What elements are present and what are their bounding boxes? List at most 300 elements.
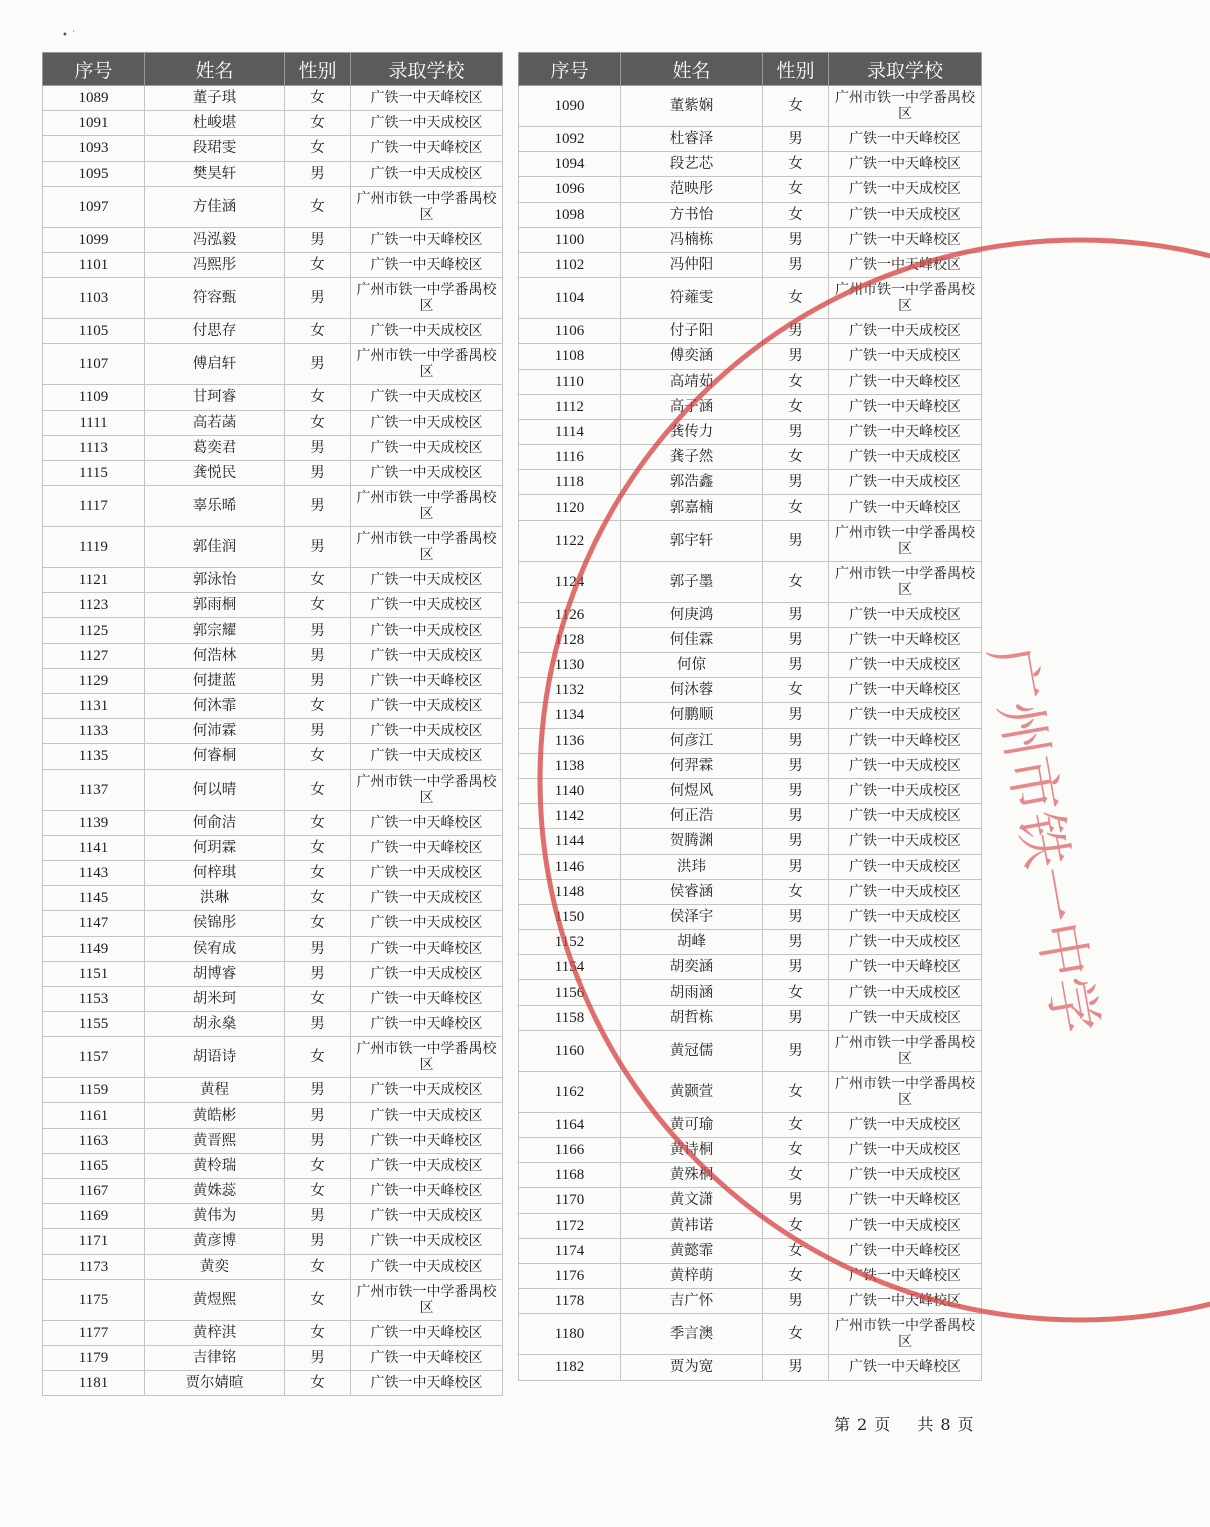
cell-no: 1179 [43, 1345, 145, 1370]
cell-school: 广铁一中天峰校区 [829, 627, 982, 652]
cell-gender: 男 [763, 520, 829, 561]
cell-school: 广铁一中天峰校区 [829, 252, 982, 277]
cell-gender: 男 [285, 1229, 351, 1254]
cell-gender: 女 [763, 1213, 829, 1238]
cell-no: 1148 [519, 879, 621, 904]
cell-school: 广铁一中天成校区 [351, 385, 503, 410]
cell-no: 1100 [519, 227, 621, 252]
cell-name: 付子阳 [621, 319, 763, 344]
cell-no: 1106 [519, 319, 621, 344]
table-row [519, 602, 982, 627]
cell-name: 何沐蓉 [621, 678, 763, 703]
cell-school: 广铁一中天峰校区 [829, 1263, 982, 1288]
cell-name: 郭雨桐 [145, 593, 285, 618]
cell-gender: 男 [285, 961, 351, 986]
cell-no: 1108 [519, 344, 621, 369]
cell-gender: 男 [285, 435, 351, 460]
cell-no: 1096 [519, 177, 621, 202]
official-seal-stamp [950, 220, 1210, 1340]
cell-name: 黄袆诺 [621, 1213, 763, 1238]
cell-no: 1151 [43, 961, 145, 986]
cell-gender: 女 [285, 1371, 351, 1396]
cell-gender: 男 [285, 936, 351, 961]
cell-gender: 女 [285, 186, 351, 227]
cell-name: 何佳霖 [621, 627, 763, 652]
cell-name: 何倞 [621, 653, 763, 678]
table-header-row [519, 53, 982, 86]
cell-no: 1101 [43, 252, 145, 277]
cell-school: 广铁一中天成校区 [351, 744, 503, 769]
cell-no: 1150 [519, 904, 621, 929]
table-row [519, 1005, 982, 1030]
cell-no: 1142 [519, 804, 621, 829]
cell-school: 广州市铁一中学番禺校区 [829, 86, 982, 127]
table-header-row [43, 53, 503, 86]
cell-no: 1155 [43, 1012, 145, 1037]
cell-school: 广铁一中天峰校区 [351, 1371, 503, 1396]
cell-gender: 女 [763, 152, 829, 177]
cell-school: 广铁一中天峰校区 [351, 810, 503, 835]
cell-name: 洪玮 [621, 854, 763, 879]
cell-school: 广铁一中天峰校区 [351, 986, 503, 1011]
cell-gender: 女 [763, 278, 829, 319]
cell-school: 广铁一中天峰校区 [351, 1345, 503, 1370]
table-row [43, 86, 503, 111]
cell-name: 黄懿霏 [621, 1238, 763, 1263]
table-row [519, 227, 982, 252]
cell-school: 广铁一中天成校区 [829, 470, 982, 495]
table-row [519, 1314, 982, 1355]
cell-gender: 男 [285, 643, 351, 668]
footer-total-label: 共 [917, 1415, 935, 1434]
table-row [519, 627, 982, 652]
cell-name: 董紫娴 [621, 86, 763, 127]
cell-no: 1109 [43, 385, 145, 410]
cell-name: 郭泳怡 [145, 568, 285, 593]
cell-school: 广铁一中天成校区 [829, 854, 982, 879]
header-name: 姓名 [621, 53, 763, 86]
cell-school: 广铁一中天成校区 [351, 886, 503, 911]
table-row [43, 227, 503, 252]
cell-school: 广铁一中天峰校区 [829, 152, 982, 177]
cell-gender: 男 [763, 1355, 829, 1380]
cell-no: 1145 [43, 886, 145, 911]
cell-school: 广州市铁一中学番禺校区 [829, 1030, 982, 1071]
cell-school: 广铁一中天成校区 [351, 1254, 503, 1279]
cell-name: 龚传力 [621, 419, 763, 444]
cell-no: 1146 [519, 854, 621, 879]
cell-gender: 男 [763, 627, 829, 652]
cell-gender: 女 [763, 879, 829, 904]
cell-no: 1161 [43, 1103, 145, 1128]
cell-name: 何睿桐 [145, 744, 285, 769]
cell-school: 广州市铁一中学番禺校区 [829, 561, 982, 602]
cell-name: 傅启轩 [145, 344, 285, 385]
cell-school: 广州市铁一中学番禺校区 [351, 186, 503, 227]
table-row [43, 769, 503, 810]
cell-school: 广铁一中天成校区 [829, 445, 982, 470]
cell-gender: 男 [285, 227, 351, 252]
table-row [43, 1320, 503, 1345]
cell-name: 胡哲栋 [621, 1005, 763, 1030]
cell-name: 何庚鸿 [621, 602, 763, 627]
cell-no: 1157 [43, 1037, 145, 1078]
cell-no: 1170 [519, 1188, 621, 1213]
cell-gender: 女 [763, 1263, 829, 1288]
cell-no: 1137 [43, 769, 145, 810]
cell-no: 1130 [519, 653, 621, 678]
cell-school: 广铁一中天峰校区 [351, 668, 503, 693]
cell-school: 广铁一中天成校区 [829, 703, 982, 728]
cell-school: 广州市铁一中学番禺校区 [829, 520, 982, 561]
cell-gender: 女 [763, 202, 829, 227]
cell-no: 1122 [519, 520, 621, 561]
cell-name: 黄奕 [145, 1254, 285, 1279]
cell-school: 广铁一中天成校区 [829, 930, 982, 955]
cell-gender: 男 [763, 602, 829, 627]
cell-name: 胡语诗 [145, 1037, 285, 1078]
cell-name: 傅奕涵 [621, 344, 763, 369]
cell-no: 1097 [43, 186, 145, 227]
cell-name: 黄皓彬 [145, 1103, 285, 1128]
cell-school: 广铁一中天峰校区 [351, 1179, 503, 1204]
cell-gender: 女 [763, 177, 829, 202]
cell-gender: 女 [285, 1279, 351, 1320]
cell-gender: 女 [285, 886, 351, 911]
cell-no: 1098 [519, 202, 621, 227]
cell-no: 1143 [43, 860, 145, 885]
cell-no: 1164 [519, 1112, 621, 1137]
table-row [519, 829, 982, 854]
cell-school: 广铁一中天峰校区 [351, 1320, 503, 1345]
table-body-left [43, 86, 503, 1396]
cell-name: 符容甄 [145, 278, 285, 319]
table-row [43, 618, 503, 643]
cell-no: 1182 [519, 1355, 621, 1380]
cell-name: 甘珂睿 [145, 385, 285, 410]
table-row [519, 854, 982, 879]
cell-school: 广铁一中天峰校区 [829, 1188, 982, 1213]
cell-gender: 女 [285, 86, 351, 111]
cell-gender: 女 [763, 1138, 829, 1163]
cell-name: 贺腾渊 [621, 829, 763, 854]
cell-school: 广铁一中天成校区 [829, 319, 982, 344]
cell-no: 1136 [519, 728, 621, 753]
cell-name: 黄梓淇 [145, 1320, 285, 1345]
cell-school: 广铁一中天成校区 [829, 829, 982, 854]
cell-no: 1123 [43, 593, 145, 618]
table-row [519, 1355, 982, 1380]
cell-gender: 男 [763, 804, 829, 829]
cell-no: 1089 [43, 86, 145, 111]
cell-school: 广铁一中天成校区 [351, 1078, 503, 1103]
cell-name: 段珺雯 [145, 136, 285, 161]
cell-name: 龚子然 [621, 445, 763, 470]
cell-no: 1118 [519, 470, 621, 495]
cell-name: 何沐霏 [145, 694, 285, 719]
cell-name: 葛奕君 [145, 435, 285, 460]
cell-gender: 女 [285, 810, 351, 835]
cell-gender: 男 [285, 1012, 351, 1037]
cell-gender: 男 [285, 1345, 351, 1370]
cell-gender: 女 [285, 593, 351, 618]
cell-gender: 女 [285, 911, 351, 936]
cell-no: 1092 [519, 127, 621, 152]
cell-school: 广铁一中天峰校区 [351, 86, 503, 111]
cell-gender: 女 [763, 86, 829, 127]
cell-name: 何沛霖 [145, 719, 285, 744]
cell-name: 侯宥成 [145, 936, 285, 961]
table-row [519, 419, 982, 444]
cell-gender: 男 [763, 753, 829, 778]
cell-no: 1129 [43, 668, 145, 693]
footer-total-unit: 页 [957, 1415, 975, 1434]
cell-name: 冯楠栋 [621, 227, 763, 252]
table-row [519, 495, 982, 520]
cell-no: 1147 [43, 911, 145, 936]
cell-name: 黄梓萌 [621, 1263, 763, 1288]
footer-page-label: 第 [834, 1415, 852, 1434]
cell-gender: 男 [285, 1103, 351, 1128]
cell-gender: 男 [285, 486, 351, 527]
cell-gender: 男 [285, 161, 351, 186]
cell-gender: 男 [763, 252, 829, 277]
cell-gender: 男 [763, 930, 829, 955]
cell-gender: 女 [763, 369, 829, 394]
cell-name: 黄伟为 [145, 1204, 285, 1229]
table-row [43, 719, 503, 744]
cell-school: 广州市铁一中学番禺校区 [351, 1279, 503, 1320]
cell-no: 1178 [519, 1289, 621, 1314]
cell-no: 1167 [43, 1179, 145, 1204]
cell-school: 广铁一中天成校区 [829, 1213, 982, 1238]
cell-name: 黄彦博 [145, 1229, 285, 1254]
cell-no: 1124 [519, 561, 621, 602]
table-row [519, 86, 982, 127]
cell-no: 1090 [519, 86, 621, 127]
cell-gender: 女 [285, 252, 351, 277]
cell-name: 何煜风 [621, 778, 763, 803]
cell-gender: 男 [763, 419, 829, 444]
cell-no: 1099 [43, 227, 145, 252]
cell-gender: 女 [763, 561, 829, 602]
cell-school: 广铁一中天峰校区 [351, 252, 503, 277]
table-row [43, 252, 503, 277]
footer-page-total: 8 [940, 1415, 952, 1434]
cell-school: 广州市铁一中学番禺校区 [351, 278, 503, 319]
cell-school: 广铁一中天成校区 [829, 804, 982, 829]
scan-mark: • ˙ [62, 30, 77, 41]
cell-school: 广铁一中天成校区 [351, 319, 503, 344]
cell-gender: 女 [763, 1163, 829, 1188]
table-row [519, 1238, 982, 1263]
cell-gender: 女 [285, 136, 351, 161]
cell-name: 黄可瑜 [621, 1112, 763, 1137]
table-row [43, 1371, 503, 1396]
cell-gender: 女 [763, 394, 829, 419]
cell-no: 1103 [43, 278, 145, 319]
table-row [519, 678, 982, 703]
table-row [519, 1112, 982, 1137]
cell-name: 郭宇轩 [621, 520, 763, 561]
cell-gender: 女 [285, 111, 351, 136]
cell-name: 侯泽宇 [621, 904, 763, 929]
cell-gender: 男 [763, 1289, 829, 1314]
cell-name: 何羿霖 [621, 753, 763, 778]
cell-name: 郭佳润 [145, 527, 285, 568]
table-row [519, 904, 982, 929]
table-row [43, 886, 503, 911]
cell-no: 1125 [43, 618, 145, 643]
cell-name: 何浩林 [145, 643, 285, 668]
cell-gender: 男 [763, 703, 829, 728]
cell-gender: 男 [285, 344, 351, 385]
table-row [519, 1213, 982, 1238]
cell-school: 广铁一中天成校区 [829, 177, 982, 202]
cell-school: 广铁一中天峰校区 [351, 1128, 503, 1153]
cell-name: 何俞洁 [145, 810, 285, 835]
cell-gender: 男 [763, 728, 829, 753]
cell-school: 广铁一中天成校区 [351, 111, 503, 136]
cell-no: 1120 [519, 495, 621, 520]
cell-name: 何捷蓝 [145, 668, 285, 693]
cell-name: 郭嘉楠 [621, 495, 763, 520]
cell-no: 1166 [519, 1138, 621, 1163]
cell-name: 高靖茹 [621, 369, 763, 394]
cell-gender: 女 [285, 769, 351, 810]
cell-school: 广铁一中天成校区 [829, 753, 982, 778]
cell-gender: 女 [285, 568, 351, 593]
cell-gender: 男 [763, 955, 829, 980]
header-name: 姓名 [145, 53, 285, 86]
table-row [519, 1138, 982, 1163]
cell-gender: 女 [763, 1112, 829, 1137]
cell-no: 1144 [519, 829, 621, 854]
cell-no: 1094 [519, 152, 621, 177]
cell-gender: 男 [763, 778, 829, 803]
table-row [519, 653, 982, 678]
cell-no: 1107 [43, 344, 145, 385]
table-row [43, 643, 503, 668]
cell-name: 郭宗耀 [145, 618, 285, 643]
table-row [519, 879, 982, 904]
table-row [43, 435, 503, 460]
cell-no: 1111 [43, 410, 145, 435]
header-no: 序号 [43, 53, 145, 86]
cell-name: 季言澳 [621, 1314, 763, 1355]
cell-school: 广铁一中天峰校区 [829, 495, 982, 520]
cell-school: 广铁一中天成校区 [829, 202, 982, 227]
cell-school: 广州市铁一中学番禺校区 [351, 769, 503, 810]
table-row [43, 1345, 503, 1370]
table-row [519, 930, 982, 955]
cell-school: 广铁一中天成校区 [351, 860, 503, 885]
cell-gender: 女 [763, 980, 829, 1005]
cell-name: 何玥霖 [145, 835, 285, 860]
seal-text: 广州市铁一中学 [976, 641, 1109, 1039]
cell-school: 广铁一中天峰校区 [829, 728, 982, 753]
header-gender: 性别 [763, 53, 829, 86]
cell-school: 广铁一中天峰校区 [829, 419, 982, 444]
cell-school: 广铁一中天成校区 [829, 344, 982, 369]
table-row [43, 161, 503, 186]
table-row [43, 911, 503, 936]
table-row [43, 936, 503, 961]
cell-name: 黄殊桐 [621, 1163, 763, 1188]
cell-school: 广铁一中天成校区 [829, 980, 982, 1005]
cell-gender: 男 [285, 460, 351, 485]
cell-name: 何彦江 [621, 728, 763, 753]
table-row [519, 319, 982, 344]
cell-school: 广州市铁一中学番禺校区 [351, 1037, 503, 1078]
cell-name: 冯仲阳 [621, 252, 763, 277]
cell-gender: 男 [763, 904, 829, 929]
cell-no: 1116 [519, 445, 621, 470]
table-row [43, 186, 503, 227]
cell-name: 吉律铭 [145, 1345, 285, 1370]
table-row [43, 1037, 503, 1078]
cell-no: 1091 [43, 111, 145, 136]
table-row [519, 753, 982, 778]
table-row [43, 1128, 503, 1153]
cell-no: 1128 [519, 627, 621, 652]
cell-name: 郭浩鑫 [621, 470, 763, 495]
cell-name: 侯睿涵 [621, 879, 763, 904]
cell-no: 1168 [519, 1163, 621, 1188]
cell-name: 范映彤 [621, 177, 763, 202]
table-row [43, 1103, 503, 1128]
cell-gender: 男 [285, 1204, 351, 1229]
cell-name: 黄晋熙 [145, 1128, 285, 1153]
cell-school: 广铁一中天成校区 [351, 161, 503, 186]
cell-gender: 女 [285, 410, 351, 435]
cell-gender: 女 [285, 1254, 351, 1279]
cell-gender: 男 [763, 653, 829, 678]
cell-school: 广州市铁一中学番禺校区 [351, 527, 503, 568]
cell-gender: 男 [285, 668, 351, 693]
cell-no: 1140 [519, 778, 621, 803]
cell-no: 1093 [43, 136, 145, 161]
cell-gender: 男 [763, 319, 829, 344]
footer-page-current: 2 [857, 1415, 869, 1434]
cell-name: 黄冠儒 [621, 1030, 763, 1071]
cell-no: 1110 [519, 369, 621, 394]
cell-school: 广铁一中天成校区 [829, 1163, 982, 1188]
table-row [519, 804, 982, 829]
cell-name: 胡雨涵 [621, 980, 763, 1005]
header-no: 序号 [519, 53, 621, 86]
cell-school: 广州市铁一中学番禺校区 [829, 1071, 982, 1112]
table-row [43, 810, 503, 835]
cell-school: 广铁一中天峰校区 [829, 955, 982, 980]
table-row [519, 778, 982, 803]
table-row [519, 728, 982, 753]
cell-name: 黄柃瑞 [145, 1153, 285, 1178]
cell-name: 贾尔婧暄 [145, 1371, 285, 1396]
cell-name: 黄颢萱 [621, 1071, 763, 1112]
cell-name: 冯熙彤 [145, 252, 285, 277]
table-row [519, 1071, 982, 1112]
table-row [519, 369, 982, 394]
table-row [519, 520, 982, 561]
table-row [519, 955, 982, 980]
cell-no: 1152 [519, 930, 621, 955]
cell-no: 1162 [519, 1071, 621, 1112]
cell-name: 黄程 [145, 1078, 285, 1103]
table-row [43, 1153, 503, 1178]
cell-no: 1160 [519, 1030, 621, 1071]
cell-name: 何以晴 [145, 769, 285, 810]
